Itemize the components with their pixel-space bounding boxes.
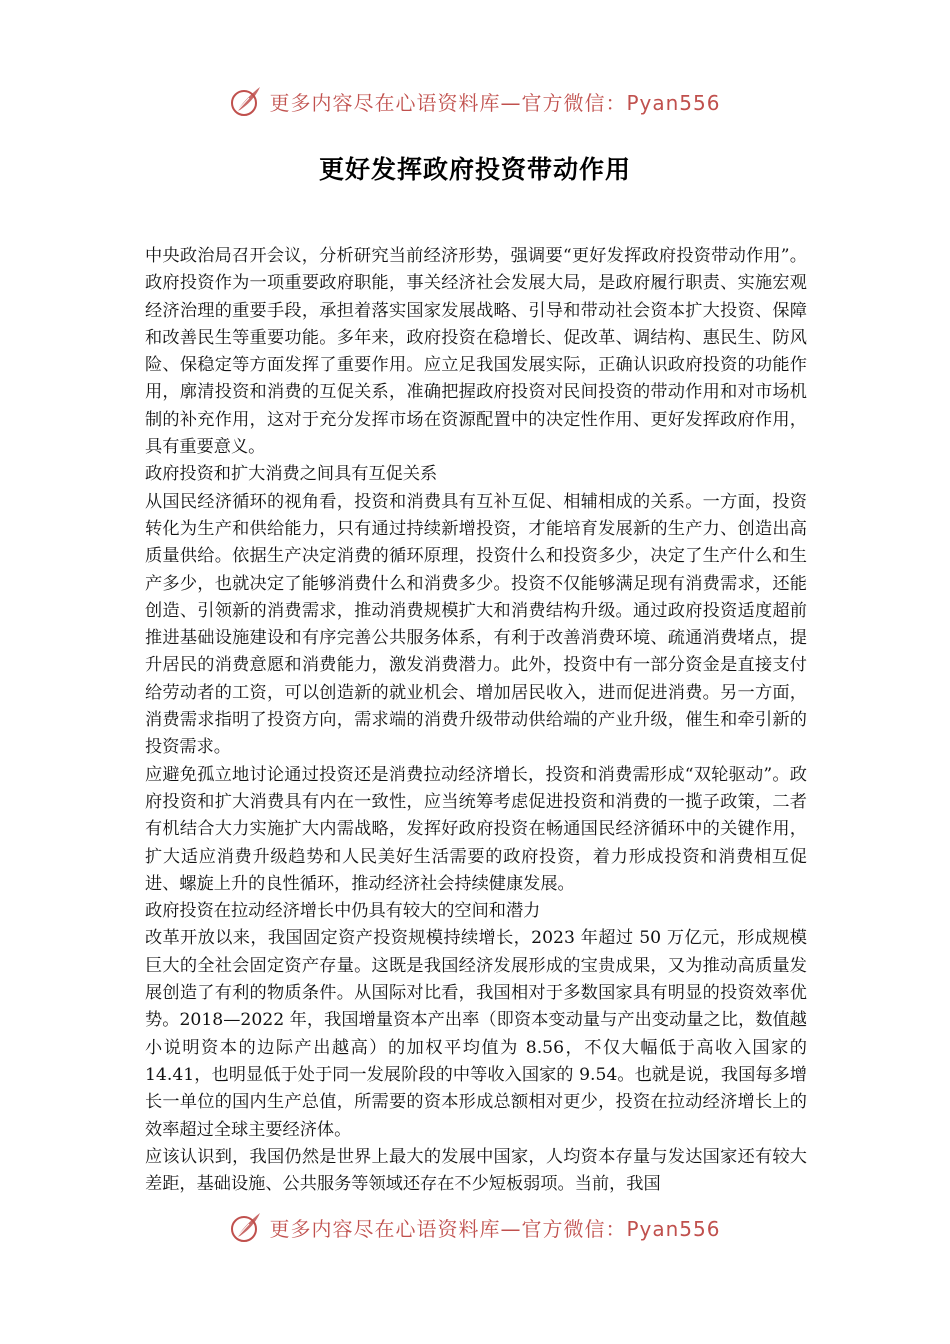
watermark-footer bbox=[0, 1210, 950, 1244]
paragraph: 应避免孤立地讨论通过投资还是消费拉动经济增长，投资和消费需形成“双轮驱动”。政府投资和扩大消费具有内在一致性，应当统筹考虑促进投资和消费的一揽子政策，二者有机结合大力实施扩大内需战略，发挥好政府投资在畅通国民经济循环中的关键作用，扩大适应消费升级趋势和人民美好生活需要的政府投资，着力形成投资和消费相互促进、螺旋上升的良性循环，推动经济社会持续健康发展。 bbox=[145, 764, 807, 894]
section-heading-1: 政府投资和扩大消费之间具有互促关系 bbox=[145, 464, 438, 485]
paragraph-intro: 中央政治局召开会议，分析研究当前经济形势，强调要“更好发挥政府投资带动作用”。政府投资作为一项重要政府职能，事关经济社会发展大局，是政府履行职责、实施宏观经济治理的重要手段，承担着落实国家发展战略、引导和带动社会资本扩大投资、保障和改善民生等重要功能。多年来，政府投资在稳增长、促改革、调结构、惠民生、防风险、保稳定等方面发挥了重要作用。应立足我国发展实际，正确认识政府投资的功能作用，廓清投资和消费的互促关系，准确把握政府投资对民间投资的带动作用和对市场机制的补充作用，这对于充分发挥市场在资源配置中的决定性作用、更好发挥政府作用，具有重要意义。 bbox=[145, 246, 807, 458]
feather-pen-icon bbox=[229, 84, 263, 118]
paragraph: 从国民经济循环的视角看，投资和消费具有互补互促、相辅相成的关系。一方面，投资转化为生产和供给能力，只有通过持续新增投资，才能培育发展新的生产力、创造出高质量供给。依据生产决定消费的循环原理，投资什么和投资多少，决定了生产什么和生产多少，也就决定了能够消费什么和消费多少。投资不仅能够满足现有消费需求，还能创造、引领新的消费需求，推动消费规模扩大和消费结构升级。通过政府投资适度超前推进基础设施建设和有序完善公共服务体系，有利于改善消费环境、疏通消费堵点，提升居民的消费意愿和消费能力，激发消费潜力。此外，投资中有一部分资金是直接支付给劳动者的工资，可以创造新的就业机会、增加居民收入，进而促进消费。另一方面，消费需求指明了投资方向，需求端的消费升级带动供给端的产业升级，催生和牵引新的投资需求。 bbox=[145, 491, 807, 758]
watermark-header bbox=[0, 84, 950, 118]
paragraph: 应该认识到，我国仍然是世界上最大的发展中国家，人均资本存量与发达国家还有较大差距，基础设施、公共服务等领域还存在不少短板弱项。当前，我国 bbox=[145, 1146, 807, 1195]
watermark-text: 更多内容尽在心语资料库—官方微信：Pyan556 bbox=[269, 90, 721, 115]
watermark-text: 更多内容尽在心语资料库—官方微信：Pyan556 bbox=[269, 1216, 721, 1241]
paragraph: 改革开放以来，我国固定资产投资规模持续增长，2023 年超过 50 万亿元，形成规模巨大的全社会固定资产存量。这既是我国经济发展形成的宝贵成果，又为推动高质量发展创造了有利的物质条件。从国际对比看，我国相对于多数国家具有明显的投资效率优势。2018—2022 年，我国增量资本产出率（即资本变动量与产出变动量之比，数值越小说明资本的边际产出越高）的加权平均值为 8.56，不仅大幅低于高收入国家的 14.41，也明显低于处于同一发展阶段的中等收入国家的 9.54。也就是说，我国每多增长一单位的国内生产总值，所需要的资本形成总额相对更少，投资在拉动经济增长上的效率超过全球主要经济体。 bbox=[145, 928, 807, 1140]
page-title: 更好发挥政府投资带动作用 bbox=[318, 155, 631, 184]
feather-pen-icon bbox=[229, 1210, 263, 1244]
section-heading-2: 政府投资在拉动经济增长中仍具有较大的空间和潜力 bbox=[145, 901, 541, 922]
article-body bbox=[145, 243, 807, 1198]
